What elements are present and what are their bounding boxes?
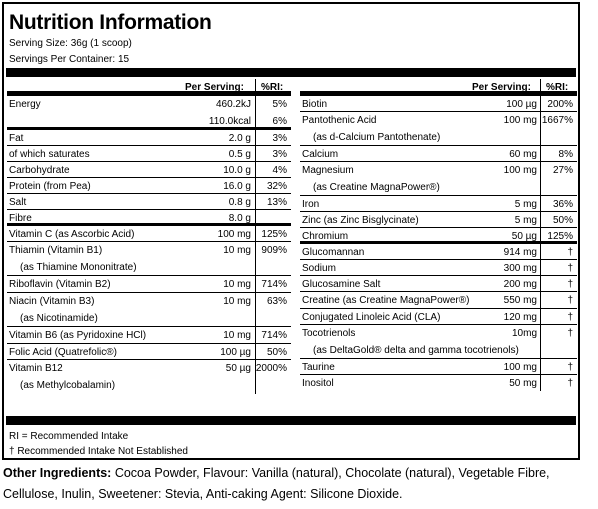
nutrient-name: Energy <box>9 99 41 110</box>
nutrient-amount: 100 mg <box>503 362 537 373</box>
nutrient-amount: 110.0kcal <box>208 116 251 127</box>
thick-divider <box>6 68 576 77</box>
nutrient-row <box>7 226 291 242</box>
nutrient-ri: 4% <box>272 165 287 176</box>
nutrient-name: Inositol <box>302 378 334 389</box>
nutrient-amount: 5 mg <box>514 199 537 210</box>
thick-divider <box>6 416 576 425</box>
nutrient-amount: 914 mg <box>503 247 537 258</box>
nutrient-name: Zinc (as Zinc Bisglycinate) <box>302 215 419 226</box>
nutrient-ri: † <box>567 279 573 290</box>
nutrient-source: (as d-Calcium Pantothenate) <box>313 132 441 143</box>
nutrient-ri: 125% <box>261 229 287 240</box>
nutrient-ri: † <box>567 328 573 339</box>
nutrient-row <box>7 293 291 327</box>
nutrient-row <box>300 96 577 112</box>
left-nutrient-table <box>7 79 291 394</box>
nutrient-ri: † <box>567 378 573 389</box>
nutrient-ri: † <box>567 295 573 306</box>
nutrient-amount: 10.0 g <box>223 165 251 176</box>
nutrient-row <box>300 196 577 212</box>
nutrient-row <box>7 360 291 394</box>
nutrient-name: Fibre <box>9 213 32 224</box>
nutrient-name: Conjugated Linoleic Acid (CLA) <box>302 312 441 323</box>
nutrient-ri: 2000% <box>255 363 287 374</box>
nutrient-source: (as Nicotinamide) <box>20 313 98 324</box>
nutrient-row <box>7 210 291 226</box>
nutrient-ri: 200% <box>547 99 573 110</box>
nutrient-amount: 300 mg <box>503 263 537 274</box>
right-nutrient-table <box>300 79 577 391</box>
nutrient-row <box>300 325 577 359</box>
nutrient-row <box>300 292 577 309</box>
nutrient-source: (as DeltaGold® delta and gamma tocotrienols) <box>313 345 519 356</box>
per-serving-header: Per Serving: <box>472 82 531 93</box>
nutrient-row <box>300 146 577 162</box>
nutrient-ri: 36% <box>552 199 573 210</box>
servings-per-container: Servings Per Container: 15 <box>9 54 130 65</box>
nutrient-amount: 8.0 g <box>228 213 251 224</box>
nutrient-ri: 909% <box>261 245 287 256</box>
ri-footnote: RI = Recommended Intake <box>9 431 129 442</box>
nutrient-amount: 50 µg <box>225 363 251 374</box>
nutrient-row <box>300 112 577 146</box>
nutrient-amount: 16.0 g <box>223 181 251 192</box>
panel-title: Nutrition Information <box>9 11 212 34</box>
nutrient-name: Biotin <box>302 99 328 110</box>
nutrient-row <box>300 375 577 391</box>
nutrient-name: Vitamin C (as Ascorbic Acid) <box>9 229 135 240</box>
nutrient-amount: 100 mg <box>217 229 251 240</box>
dagger-footnote: † Recommended Intake Not Established <box>9 446 188 457</box>
nutrient-amount: 10mg <box>511 328 537 339</box>
nutrient-name: Iron <box>302 199 320 210</box>
nutrient-ri: 50% <box>266 347 287 358</box>
nutrient-amount: 460.2kJ <box>215 99 251 110</box>
ingredients-label: Other Ingredients: <box>3 466 112 480</box>
nutrient-ri: † <box>567 247 573 258</box>
nutrient-amount: 100 mg <box>503 165 537 176</box>
nutrient-name: Riboflavin (Vitamin B2) <box>9 279 111 290</box>
nutrient-amount: 10 mg <box>223 330 251 341</box>
nutrient-amount: 100 µg <box>220 347 251 358</box>
nutrient-ri: 5% <box>272 99 287 110</box>
nutrient-ri: 8% <box>558 149 573 160</box>
nutrient-ri: 50% <box>552 215 573 226</box>
nutrient-name: Chromium <box>302 231 349 242</box>
nutrient-name: Salt <box>9 197 27 208</box>
per-serving-header: Per Serving: <box>185 82 244 93</box>
nutrient-row <box>7 146 291 162</box>
other-ingredients <box>3 463 593 505</box>
nutrient-row <box>300 276 577 292</box>
nutrient-amount: 50 mg <box>509 378 537 389</box>
nutrient-ri: † <box>567 312 573 323</box>
nutrient-name: Thiamin (Vitamin B1) <box>9 245 103 256</box>
nutrition-panel <box>2 2 580 460</box>
nutrient-ri: 3% <box>272 149 287 160</box>
nutrient-amount: 10 mg <box>223 296 251 307</box>
ri-header: %RI: <box>546 82 569 93</box>
right-table-header <box>300 79 577 96</box>
nutrient-row <box>300 212 577 228</box>
nutrient-amount: 50 µg <box>511 231 537 242</box>
nutrient-row <box>7 276 291 293</box>
nutrient-row <box>7 178 291 194</box>
nutrient-row <box>300 260 577 276</box>
nutrient-name: Sodium <box>302 263 336 274</box>
nutrient-name: Protein (from Pea) <box>9 181 91 192</box>
ri-header: %RI: <box>261 82 284 93</box>
nutrient-source: (as Creatine MagnaPower®) <box>313 182 440 193</box>
nutrient-row <box>7 96 291 130</box>
nutrient-name: Taurine <box>302 362 335 373</box>
nutrient-ri: 125% <box>547 231 573 242</box>
nutrient-name: Tocotrienols <box>302 328 356 339</box>
nutrient-amount: 100 µg <box>506 99 537 110</box>
nutrient-amount: 100 mg <box>503 115 537 126</box>
nutrient-ri: 27% <box>552 165 573 176</box>
nutrient-ri: † <box>567 362 573 373</box>
nutrient-ri: 13% <box>266 197 287 208</box>
nutrient-amount: 2.0 g <box>228 133 251 144</box>
nutrient-name: Vitamin B6 (as Pyridoxine HCl) <box>9 330 147 341</box>
nutrient-ri: 3% <box>272 133 287 144</box>
nutrient-amount: 60 mg <box>509 149 537 160</box>
nutrient-name: Fat <box>9 133 24 144</box>
nutrient-amount: 550 mg <box>503 295 537 306</box>
nutrient-row <box>7 162 291 178</box>
nutrient-name: of which saturates <box>9 149 90 160</box>
nutrient-row <box>7 344 291 360</box>
nutrient-name: Magnesium <box>302 165 354 176</box>
nutrient-amount: 10 mg <box>223 245 251 256</box>
nutrient-ri: 32% <box>266 181 287 192</box>
nutrient-name: Folic Acid (Quatrefolic®) <box>9 347 117 358</box>
nutrient-row <box>300 162 577 196</box>
left-table-header <box>7 79 291 96</box>
nutrient-name: Niacin (Vitamin B3) <box>9 296 95 307</box>
nutrient-name: Carbohydrate <box>9 165 70 176</box>
nutrient-source: (as Methylcobalamin) <box>20 380 116 391</box>
nutrient-amount: 0.8 g <box>228 197 251 208</box>
nutrient-row <box>7 242 291 276</box>
serving-size: Serving Size: 36g (1 scoop) <box>9 38 132 49</box>
nutrient-ri: † <box>567 263 573 274</box>
nutrient-ri: 6% <box>272 116 287 127</box>
nutrient-row <box>300 309 577 325</box>
nutrient-ri: 1667% <box>541 115 573 126</box>
nutrient-name: Vitamin B12 <box>9 363 63 374</box>
nutrient-ri: 63% <box>266 296 287 307</box>
nutrient-name: Pantothenic Acid <box>302 115 377 126</box>
nutrient-row <box>7 194 291 210</box>
nutrient-amount: 5 mg <box>514 215 537 226</box>
nutrient-amount: 10 mg <box>223 279 251 290</box>
nutrient-name: Creatine (as Creatine MagnaPower®) <box>302 295 470 306</box>
nutrient-name: Calcium <box>302 149 339 160</box>
nutrient-row <box>7 327 291 344</box>
nutrient-row <box>300 359 577 375</box>
nutrient-amount: 200 mg <box>503 279 537 290</box>
nutrient-row <box>300 244 577 260</box>
ingredients-text: Cocoa Powder, Flavour: Vanilla (natural), Chocolate (natural), Vegetable Fibre, Cellulose, Inulin, Sweetener: Stevia, Anti-caking Agent: Silicone Dioxide. <box>3 466 550 501</box>
nutrient-amount: 0.5 g <box>228 149 251 160</box>
nutrient-amount: 120 mg <box>503 312 537 323</box>
nutrient-ri: 714% <box>261 279 287 290</box>
nutrient-name: Glucomannan <box>302 247 365 258</box>
nutrient-source: (as Thiamine Mononitrate) <box>20 262 137 273</box>
nutrient-row <box>300 228 577 244</box>
nutrient-row <box>7 130 291 146</box>
nutrient-name: Glucosamine Salt <box>302 279 381 290</box>
nutrient-ri: 714% <box>261 330 287 341</box>
